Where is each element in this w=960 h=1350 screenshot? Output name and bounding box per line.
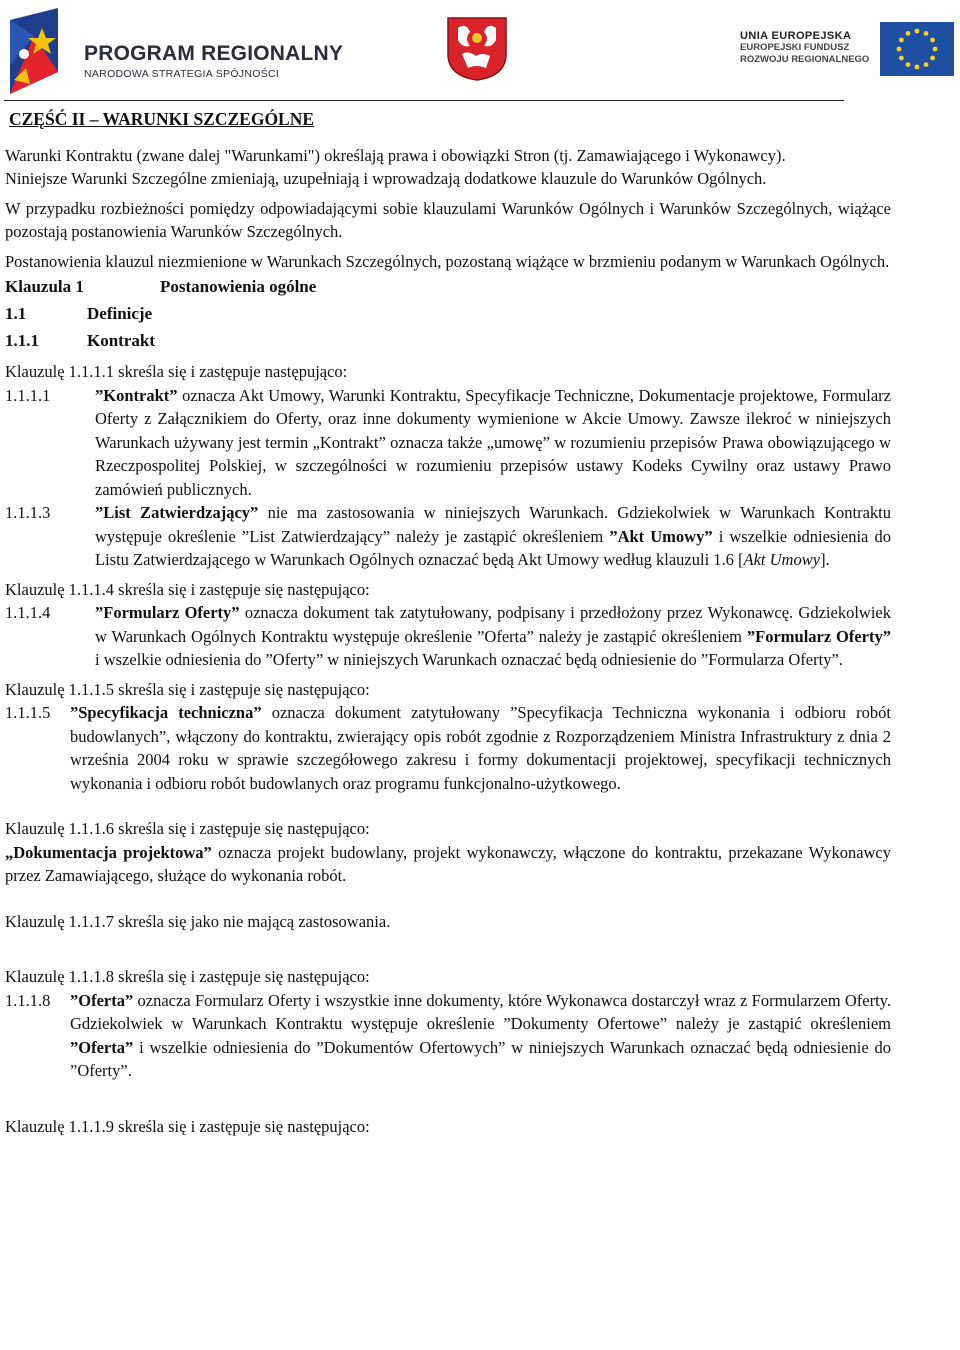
clause-italic: Akt Umowy bbox=[743, 550, 821, 569]
clause-number: 1.1.1.3 bbox=[5, 503, 51, 522]
intro-paragraph-2: Niniejsze Warunki Szczególne zmieniają, uzupełniają i wprowadzają dodatkowe klauzule do Warunków Ogólnych. bbox=[5, 169, 767, 188]
section-number: 1.1 bbox=[5, 304, 27, 323]
eu-label bbox=[740, 30, 869, 66]
clause-intro: Klauzulę 1.1.1.4 skreśla się i zastępuje się następująco: bbox=[5, 579, 370, 599]
intro-paragraph-1: Warunki Kontraktu (zwane dalej "Warunkami") określają prawa i obowiązki Stron (tj. Zamawiającego i Wykonawcy). bbox=[5, 145, 786, 165]
program-subtitle: NARODOWA STRATEGIA SPÓJNOŚCI bbox=[84, 68, 280, 80]
clause-term: ”Kontrakt” bbox=[95, 385, 178, 405]
clause-item bbox=[5, 701, 891, 795]
clause-intro: Klauzulę 1.1.1.5 skreśla się i zastępuje się następująco: bbox=[5, 679, 370, 699]
eu-line2: EUROPEJSKI FUNDUSZ bbox=[740, 42, 850, 53]
program-regionalny-logo bbox=[4, 6, 364, 96]
section-heading bbox=[5, 300, 891, 327]
subsection-number: 1.1.1 bbox=[5, 331, 39, 350]
clause-text: oznacza dokument tak zatytułowany, podpisany i przedłożony przez Wykonawcę. Gdziekolwiek w Warunkach Ogólnych Kontraktu występuje określenie ”Oferta” należy je zastąpić określeniem bbox=[95, 603, 891, 646]
clause-number: 1.1.1.1 bbox=[5, 385, 51, 405]
clause-text: i wszelkie odniesienia do ”Oferty” w niniejszych Warunkach oznaczać będą odniesienie do ”Formularza Oferty”. bbox=[95, 650, 843, 669]
klauzula-number: Klauzula 1 bbox=[5, 277, 84, 296]
clause-term: ”Akt Umowy” bbox=[609, 526, 713, 546]
clause-term: ”Formularz Oferty” bbox=[95, 603, 240, 622]
clause-text: ]. bbox=[820, 550, 830, 569]
program-regionalny-mark-icon bbox=[4, 6, 66, 96]
coat-of-arms-icon bbox=[446, 16, 508, 82]
clause-item bbox=[5, 384, 891, 502]
klauzula-heading bbox=[5, 273, 891, 300]
clause-intro: Klauzulę 1.1.1.9 skreśla się i zastępuje się następująco: bbox=[5, 1116, 370, 1136]
clause-intro: Klauzulę 1.1.1.1 skreśla się i zastępuje następująco: bbox=[5, 362, 348, 381]
section-title: Definicje bbox=[87, 304, 153, 323]
clause-term: ”Oferta” bbox=[70, 1037, 134, 1057]
eu-line3: ROZWOJU REGIONALNEGO bbox=[740, 54, 870, 65]
subsection-heading bbox=[5, 327, 891, 354]
clause-term: ”Specyfikacja techniczna” bbox=[70, 703, 262, 722]
clause-number: 1.1.1.4 bbox=[5, 603, 51, 622]
clause-item bbox=[5, 501, 891, 572]
document-title: CZĘŚĆ II – WARUNKI SZCZEGÓLNE bbox=[9, 109, 315, 129]
clause-text: oznacza Formularz Oferty i wszystkie inne dokumenty, które Wykonawca dostarczył wraz z Formularzem Oferty. Gdziekolwiek w Warunkach Kontraktu występuje określenie ”Dokumenty Ofertowe” należy je zastąpić określeniem bbox=[70, 990, 891, 1033]
intro-paragraph-4: Postanowienia klauzul niezmienione w Warunkach Szczególnych, pozostaną wiążące w brzmieniu podanym w Warunkach Ogólnych. bbox=[5, 251, 890, 271]
clause-text: i wszelkie odniesienia do ”Dokumentów Ofertowych” w niniejszych Warunkach oznaczać będą odniesienie do ”Oferty”. bbox=[70, 1037, 891, 1080]
eu-line1: UNIA EUROPEJSKA bbox=[740, 30, 852, 42]
clause-intro: Klauzulę 1.1.1.6 skreśla się i zastępuje się następująco: bbox=[5, 819, 370, 838]
clause-item bbox=[5, 601, 891, 672]
clause-item bbox=[5, 841, 891, 888]
clause-intro: Klauzulę 1.1.1.8 skreśla się i zastępuje się następująco: bbox=[5, 967, 370, 986]
clause-number: 1.1.1.8 bbox=[5, 990, 51, 1010]
clause-term: „Dokumentacja projektowa” bbox=[5, 842, 212, 862]
clause-text: oznacza dokument zatytułowany ”Specyfikacja Techniczna wykonania i odbioru robót budowlanych”, włączony do kontraktu, zwierający opis robót zgodnie z Rozporządzeniem Ministra Infrastruktury z dnia 2 września 2004 roku w sprawie szczegółowego zakresu i formy dokumentacji projektowej, specyfikacji technicznych wykonania i odbioru robót budowlanych oraz programu funkcjonalno-użytkowego. bbox=[70, 703, 891, 793]
page-header bbox=[0, 0, 960, 100]
clause-number: 1.1.1.5 bbox=[5, 703, 51, 722]
header-divider bbox=[4, 100, 844, 101]
subsection-title: Kontrakt bbox=[87, 331, 155, 350]
clause-text: oznacza projekt budowlany, projekt wykonawczy, włączone do kontraktu, przekazane Wykonawcy przez Zamawiającego, służące do wykonania robót. bbox=[5, 842, 892, 885]
clause-text: nie ma zastosowania w niniejszych Warunkach. Gdziekolwiek w Warunkach Kontraktu występuje określenie ”List Zatwierdzający” należy je zastąpić określeniem bbox=[95, 503, 891, 546]
program-title: PROGRAM REGIONALNY bbox=[84, 42, 344, 65]
clause-item bbox=[5, 989, 891, 1083]
klauzula-title: Postanowienia ogólne bbox=[160, 277, 317, 296]
clause-term: ”Formularz Oferty” bbox=[746, 626, 891, 646]
clause-term: ”Oferta” bbox=[70, 990, 134, 1010]
eu-flag-icon bbox=[880, 22, 954, 76]
clause-text: oznacza Akt Umowy, Warunki Kontraktu, Specyfikacje Techniczne, Dokumentacje projektowe, Formularz Oferty z Załącznikiem do Oferty, oraz inne dokumenty wymienione w Akcie Umowy. Zawsze ilekroć w niniejszych Warunkach używany jest termin „Kontrakt” oznacza także „umowę” w rozumieniu przepisów Prawa obowiązującego w Rzeczpospolitej Polskiej, w szczególności w rozumieniu przepisów ustawy Kodeks Cywilny oraz ustawy Prawo zamówień publicznych. bbox=[95, 385, 891, 499]
clause-text: i wszelkie odniesienia do Listu Zatwierdzającego w Warunkach Ogólnych oznaczać będą Akt Umowy według klauzuli 1.6 [ bbox=[95, 526, 891, 569]
clause-term: ”List Zatwierdzający” bbox=[95, 503, 259, 522]
clause-note: Klauzulę 1.1.1.7 skreśla się jako nie mającą zastosowania. bbox=[5, 911, 391, 931]
document-body bbox=[5, 108, 891, 1138]
intro-paragraph-3: W przypadku rozbieżności pomiędzy odpowiadającymi sobie klauzulami Warunków Ogólnych i Warunków Szczególnych, wiążące pozostają postanowienia Warunków Szczególnych. bbox=[5, 198, 891, 241]
